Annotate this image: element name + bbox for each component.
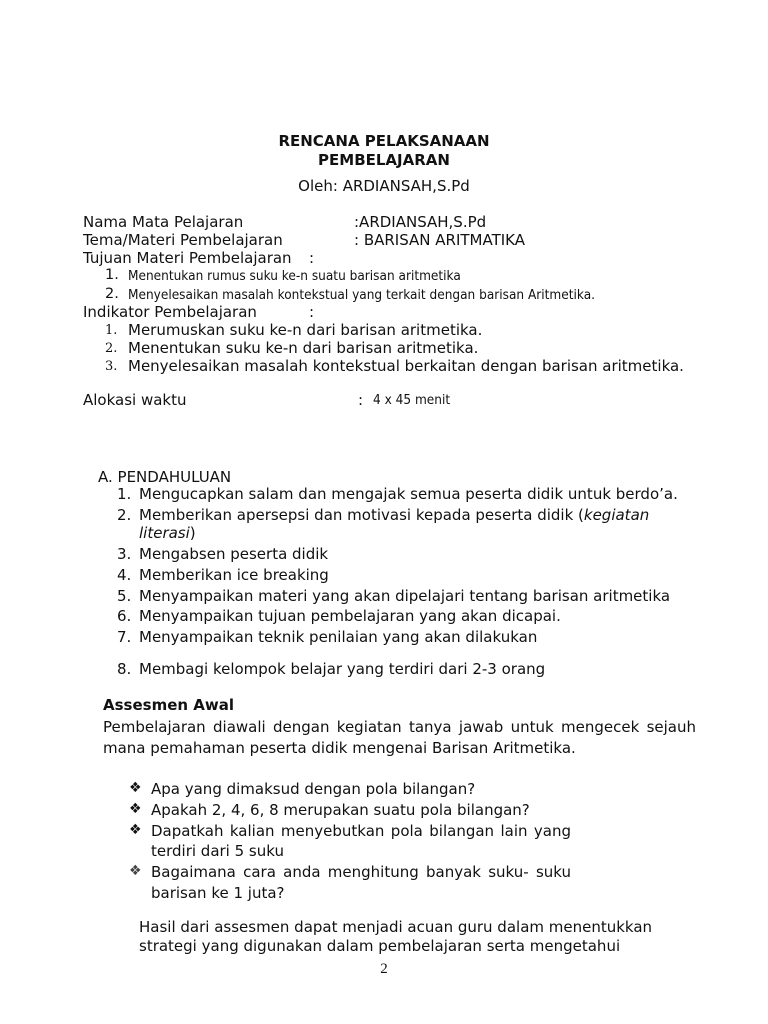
goal-number: 1. [105,267,119,283]
subject-value: :ARDIANSAH,S.Pd [354,213,487,231]
bullet-diamond-icon: ❖ [129,863,142,879]
indicator-item: Menentukan suku ke-n dari barisan aritmetika. [128,339,479,357]
intro-number: 3. [117,545,132,563]
question-item-cont: barisan ke 1 juta? [151,884,285,902]
goal-item: Menyelesaikan masalah kontekstual yang terkait dengan barisan Aritmetika. [128,287,596,303]
time-label: Alokasi waktu [83,391,187,409]
intro-item-text: ) [189,524,196,542]
intro-item-literacy-cont [139,524,196,542]
intro-number: 7. [117,628,132,646]
section-heading-pendahuluan: A. PENDAHULUAN [98,468,232,486]
document-title-line1: RENCANA PELAKSANAAN [278,132,490,150]
goal-item: Menentukan rumus suku ke-n suatu barisan aritmetika [128,268,461,284]
intro-item-literacy [139,506,649,524]
intro-number: 4. [117,566,132,584]
goals-label: Tujuan Materi Pembelajaran [83,249,292,267]
intro-item: Mengabsen peserta didik [139,545,329,563]
intro-item-text: Memberikan apersepsi dan motivasi kepada peserta didik ( [139,506,584,524]
subject-label: Nama Mata Pelajaran [83,213,244,231]
assessment-closing-line1: Hasil dari assesmen dapat menjadi acuan guru dalam menentukkan [139,918,653,936]
indicator-item: Menyelesaikan masalah kontekstual berkaitan dengan barisan aritmetika. [128,357,684,375]
goals-colon: : [309,249,315,267]
topic-label: Tema/Materi Pembelajaran [83,231,283,249]
intro-number: 1. [117,485,132,503]
assessment-paragraph: Pembelajaran diawali dengan kegiatan tanya jawab untuk mengecek sejauh mana pemahaman peserta didik mengenai Barisan Aritmetika. [103,718,696,757]
question-item-cont: terdiri dari 5 suku [151,842,284,860]
question-item: Apakah 2, 4, 6, 8 merupakan suatu pola bilangan? [151,801,530,819]
intro-item: Menyampaikan teknik penilaian yang akan dilakukan [139,628,538,646]
intro-item: Menyampaikan materi yang akan dipelajari tentang barisan aritmetika [139,587,671,605]
question-item: Dapatkah kalian menyebutkan pola bilangan lain yang [151,822,571,840]
intro-item-italic: kegiatan [583,506,650,524]
intro-number: 8. [117,660,132,678]
indicators-colon: : [309,303,315,321]
document-title-line2: PEMBELAJARAN [318,151,450,169]
indicator-number: 3. [105,359,118,374]
section-heading-assessment: Assesmen Awal [103,696,235,714]
bullet-diamond-icon: ❖ [129,822,142,838]
intro-item: Memberikan ice breaking [139,566,329,584]
indicator-item: Merumuskan suku ke-n dari barisan aritmetika. [128,321,483,339]
bullet-diamond-icon: ❖ [129,801,142,817]
question-item: Bagaimana cara anda menghitung banyak suku- suku [151,863,571,881]
intro-item: Menyampaikan tujuan pembelajaran yang akan dicapai. [139,607,561,625]
intro-item: Mengucapkan salam dan mengajak semua peserta didik untuk berdo’a. [139,485,678,503]
indicator-number: 2. [105,341,118,356]
page-number: 2 [380,961,388,977]
question-item: Apa yang dimaksud dengan pola bilangan? [151,780,476,798]
intro-number: 6. [117,607,132,625]
intro-number: 5. [117,587,132,605]
intro-number: 2. [117,506,132,524]
bullet-diamond-icon: ❖ [129,780,142,796]
goal-number: 2. [105,286,119,302]
time-colon: : [358,391,364,409]
indicators-label: Indikator Pembelajaran [83,303,257,321]
author-line: Oleh: ARDIANSAH,S.Pd [298,177,470,195]
topic-value: : BARISAN ARITMATIKA [354,231,525,249]
intro-item: Membagi kelompok belajar yang terdiri dari 2-3 orang [139,660,546,678]
time-value: 4 x 45 menit [373,392,451,408]
intro-item-italic: literasi [139,524,190,542]
indicator-number: 1. [105,323,118,338]
assessment-closing-line2: strategi yang digunakan dalam pembelajaran serta mengetahui [139,937,621,955]
